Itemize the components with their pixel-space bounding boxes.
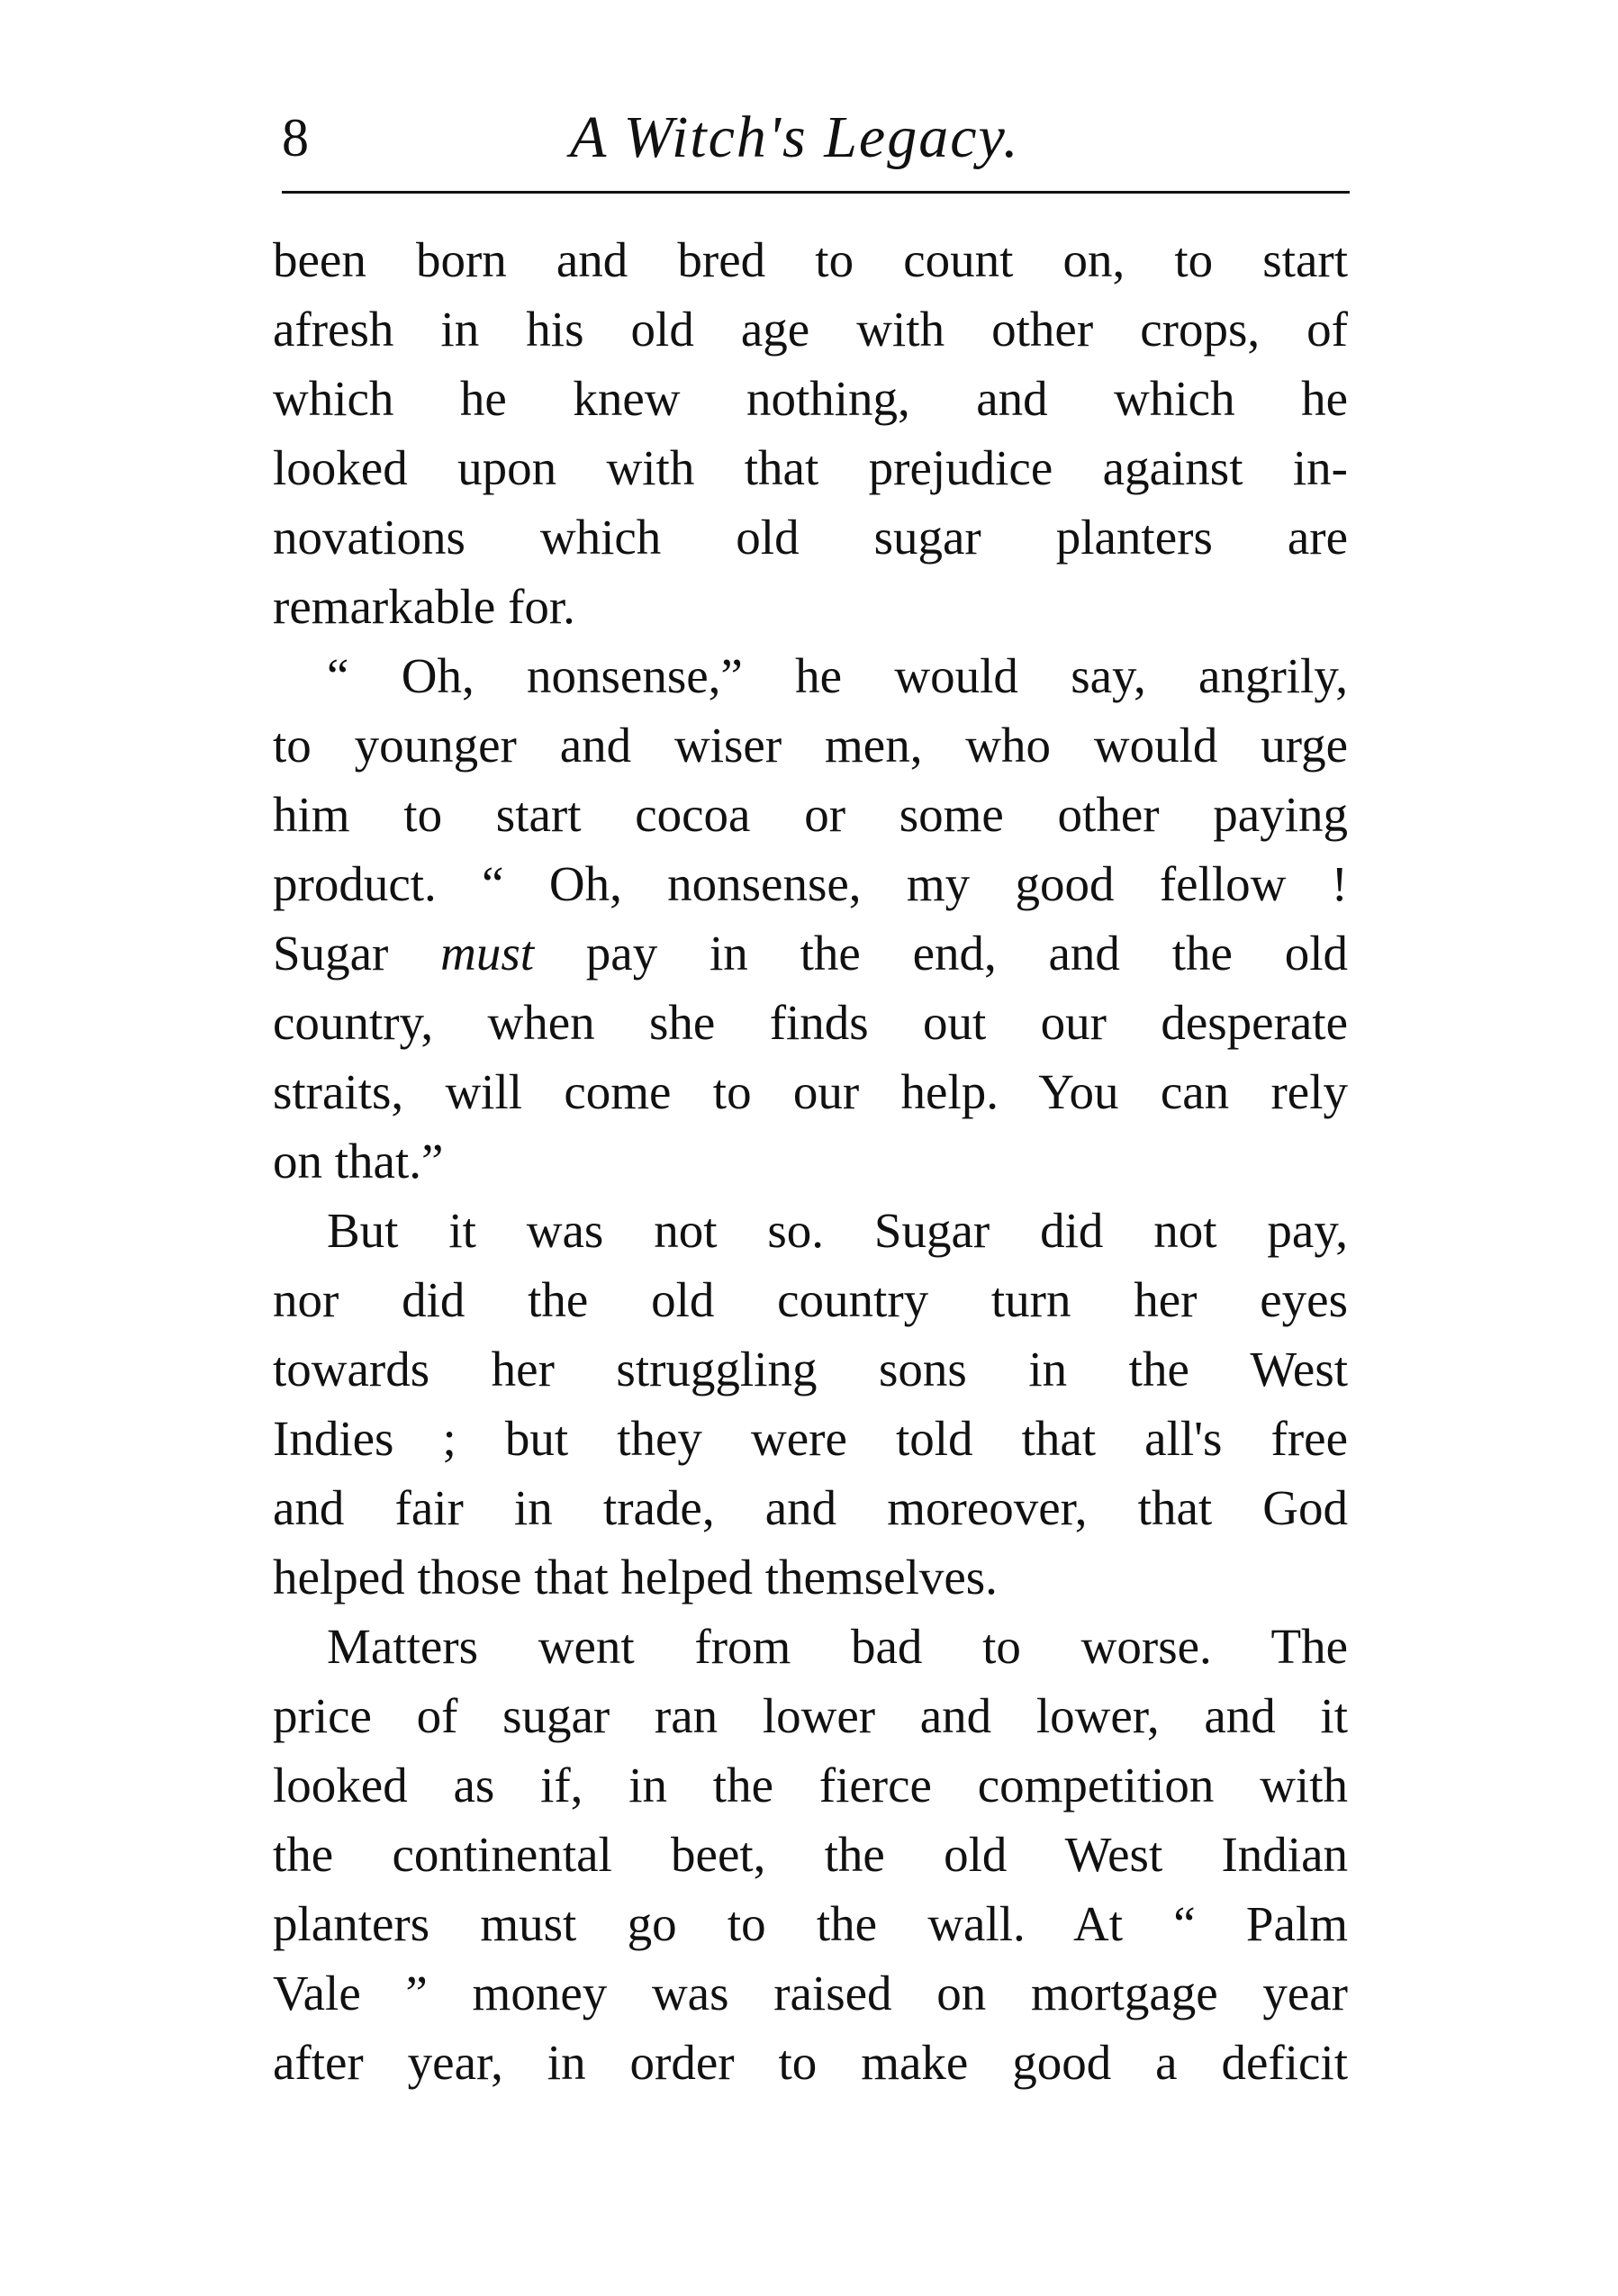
text-line: “ Oh, nonsense,” he would say, angrily, xyxy=(327,648,1348,703)
text-line: country, when she finds out our desperate xyxy=(273,995,1348,1050)
text-line: afresh in his old age with other crops, of xyxy=(273,302,1348,357)
text-line: him to start cocoa or some other paying xyxy=(273,787,1348,842)
running-title: A Witch's Legacy. xyxy=(570,104,1020,170)
text-line: Vale ” money was raised on mortgage year xyxy=(273,1966,1348,2020)
text-line: planters must go to the wall. At “ Palm xyxy=(273,1896,1348,1951)
text-line-with-italic xyxy=(273,918,1348,988)
text-line: looked as if, in the fierce competition with xyxy=(273,1758,1348,1812)
text-line: to younger and wiser men, who would urge xyxy=(273,718,1348,773)
text-line: the continental beet, the old West Indian xyxy=(273,1827,1348,1882)
body-text xyxy=(273,225,1348,2097)
text-line: been born and bred to count on, to start xyxy=(273,232,1348,287)
page-number: 8 xyxy=(282,108,309,167)
text-line: price of sugar ran lower and lower, and it xyxy=(273,1688,1348,1743)
text-line: which he knew nothing, and which he xyxy=(273,371,1348,426)
text-line: product. “ Oh, nonsense, my good fellow ! xyxy=(273,856,1348,911)
text-line: helped those that helped themselves. xyxy=(273,1550,998,1604)
text-line: on that.” xyxy=(273,1134,444,1189)
text-line: novations which old sugar planters are xyxy=(273,510,1348,565)
paragraph-1 xyxy=(273,225,1348,641)
text-line: But it was not so. Sugar did not pay, xyxy=(327,1203,1348,1258)
header-rule xyxy=(282,191,1350,194)
text-segment: pay in the end, and the old xyxy=(534,926,1348,981)
text-line: Indies ; but they were told that all's free xyxy=(273,1411,1348,1466)
text-segment: Sugar xyxy=(273,926,441,981)
text-line: towards her struggling sons in the West xyxy=(273,1342,1348,1397)
text-line: remarkable for. xyxy=(273,579,575,634)
page-header xyxy=(282,97,1350,187)
text-line: straits, will come to our help. You can rely xyxy=(273,1064,1348,1119)
paragraph-4 xyxy=(273,1612,1348,2097)
text-line: after year, in order to make good a deficit xyxy=(273,2035,1348,2090)
text-line: looked upon with that prejudice against in- xyxy=(273,440,1348,495)
paragraph-3 xyxy=(273,1196,1348,1612)
italic-word: must xyxy=(440,926,535,981)
paragraph-2 xyxy=(273,641,1348,1196)
text-line: Matters went from bad to worse. The xyxy=(327,1619,1348,1674)
text-line: and fair in trade, and moreover, that God xyxy=(273,1480,1348,1535)
text-line: nor did the old country turn her eyes xyxy=(273,1272,1348,1327)
